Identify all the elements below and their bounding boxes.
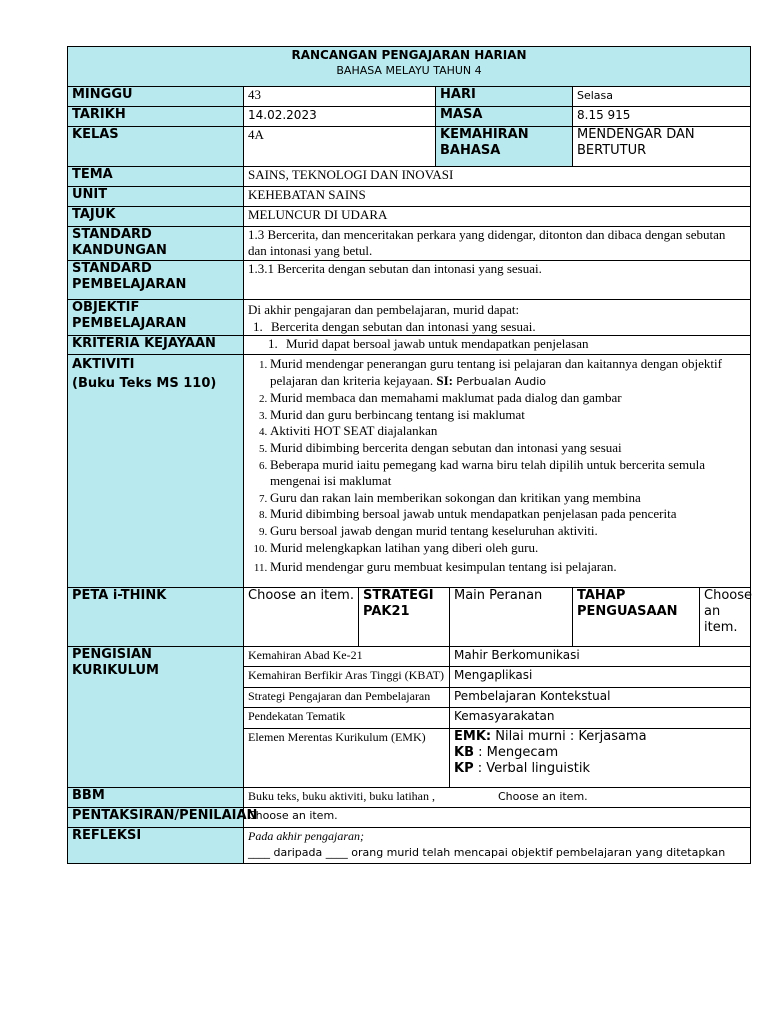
bbm-label: BBM [68,788,244,808]
list-item: 3. Murid dan guru berbincang tentang isi maklumat [270,407,746,424]
standard-kandungan-label: STANDARD KANDUNGAN [68,227,244,261]
list-item: 9. Guru bersoal jawab dengan murid tentang keseluruhan aktiviti. [270,523,746,540]
refleksi-value: Pada akhir pengajaran; ____ daripada ____ orang murid telah mencapai objektif pembelajaran yang ditetapkan [244,828,751,864]
list-item: 8. Murid dibimbing bersoal jawab untuk mendapatkan penjelasan pada pencerita [270,506,746,523]
kurikulum-row-left: Pendekatan Tematik [244,708,450,729]
document-header [68,47,751,87]
aktiviti-list [248,356,746,576]
kelas-value: 4A [244,127,436,167]
peta-ithink-select[interactable]: Choose an item. [244,588,359,647]
list-item: 2. Murid membaca dan memahami maklumat pada dialog dan gambar [270,390,746,407]
kemahiran-bahasa-label: KEMAHIRAN BAHASA [436,127,573,167]
hari-value: Selasa [573,87,751,107]
kurikulum-row-right: Pembelajaran Kontekstual [450,688,751,708]
document-title: RANCANGAN PENGAJARAN HARIAN [291,48,527,62]
pentaksiran-select[interactable]: Choose an item. [244,808,751,828]
masa-value: 8.15 915 [573,107,751,127]
objektif-pembelajaran-value: Di akhir pengajaran dan pembelajaran, murid dapat: 1. Bercerita dengan sebutan dan intonasi yang sesuai. [244,300,751,336]
tema-value: SAINS, TEKNOLOGI DAN INOVASI [244,167,751,187]
strategi-pak21-value: Main Peranan [450,588,573,647]
standard-pembelajaran-value: 1.3.1 Bercerita dengan sebutan dan intonasi yang sesuai. [244,261,751,300]
tajuk-label: TAJUK [68,207,244,227]
kemahiran-bahasa-value: MENDENGAR DAN BERTUTUR [573,127,751,167]
emk-label: Elemen Merentas Kurikulum (EMK) [244,729,450,788]
bbm-select[interactable]: Choose an item. [498,790,588,803]
tajuk-value: MELUNCUR DI UDARA [244,207,751,227]
refleksi-label: REFLEKSI [68,828,244,864]
standard-pembelajaran-label: STANDARD PEMBELAJARAN [68,261,244,300]
unit-value: KEHEBATAN SAINS [244,187,751,207]
kurikulum-row-right: Mengaplikasi [450,667,751,688]
list-item: 10. Murid melengkapkan latihan yang diberi oleh guru. [270,540,746,557]
list-item: 5. Murid dibimbing bercerita dengan sebutan dan intonasi yang sesuai [270,440,746,457]
unit-label: UNIT [68,187,244,207]
list-item: 11. Murid mendengar guru membuat kesimpulan tentang isi pelajaran. [270,559,746,576]
aktiviti-list-cell [244,355,751,588]
rph-table [67,46,751,864]
tarikh-label: TARIKH [68,107,244,127]
standard-kandungan-value: 1.3 Bercerita, dan menceritakan perkara yang didengar, ditonton dan dibaca dengan sebutan dan intonasi yang betul. [244,227,751,261]
kriteria-kejayaan-label: KRITERIA KEJAYAAN [68,336,244,355]
kurikulum-row-left: Kemahiran Abad Ke-21 [244,647,450,667]
kurikulum-row-right: Mahir Berkomunikasi [450,647,751,667]
tema-label: TEMA [68,167,244,187]
list-item: 1. Murid mendengar penerangan guru tentang isi pelajaran dan kaitannya dengan objektif pelajaran dan kriteria kejayaan. SI: Perbualan Audio [270,356,746,390]
tarikh-value: 14.02.2023 [244,107,436,127]
bbm-value: Buku teks, buku aktiviti, buku latihan , Choose an item. [244,788,751,808]
peta-ithink-label: PETA i-THINK [68,588,244,647]
emk-value: EMK: Nilai murni : Kerjasama KB : Mengecam KP : Verbal linguistik [450,729,751,788]
list-item: 6. Beberapa murid iaitu pemegang kad warna biru telah dipilih untuk bercerita semula mengenai isi maklumat [270,457,746,490]
objektif-pembelajaran-label: OBJEKTIF PEMBELAJARAN [68,300,244,336]
kurikulum-row-right: Kemasyarakatan [450,708,751,729]
hari-label: HARI [436,87,573,107]
list-item: 4. Aktiviti HOT SEAT diajalankan [270,423,746,440]
kelas-label: KELAS [68,127,244,167]
minggu-label: MINGGU [68,87,244,107]
kriteria-kejayaan-value: 1. Murid dapat bersoal jawab untuk mendapatkan penjelasan [244,336,751,355]
document-subtitle: BAHASA MELAYU TAHUN 4 [336,64,482,77]
list-item: 7. Guru dan rakan lain memberikan sokongan dan kritikan yang membina [270,490,746,507]
pentaksiran-label: PENTAKSIRAN/PENILAIAN [68,808,244,828]
masa-label: MASA [436,107,573,127]
kurikulum-row-left: Kemahiran Berfikir Aras Tinggi (KBAT) [244,667,450,688]
aktiviti-label: AKTIVITI (Buku Teks MS 110) [68,355,244,588]
kurikulum-row-left: Strategi Pengajaran dan Pembelajaran [244,688,450,708]
tahap-penguasaan-label: TAHAP PENGUASAAN [573,588,700,647]
tahap-penguasaan-select[interactable]: Choose an item. [700,588,751,647]
strategi-pak21-label: STRATEGI PAK21 [359,588,450,647]
pengisian-kurikulum-label: PENGISIAN KURIKULUM [68,647,244,788]
minggu-value: 43 [244,87,436,107]
